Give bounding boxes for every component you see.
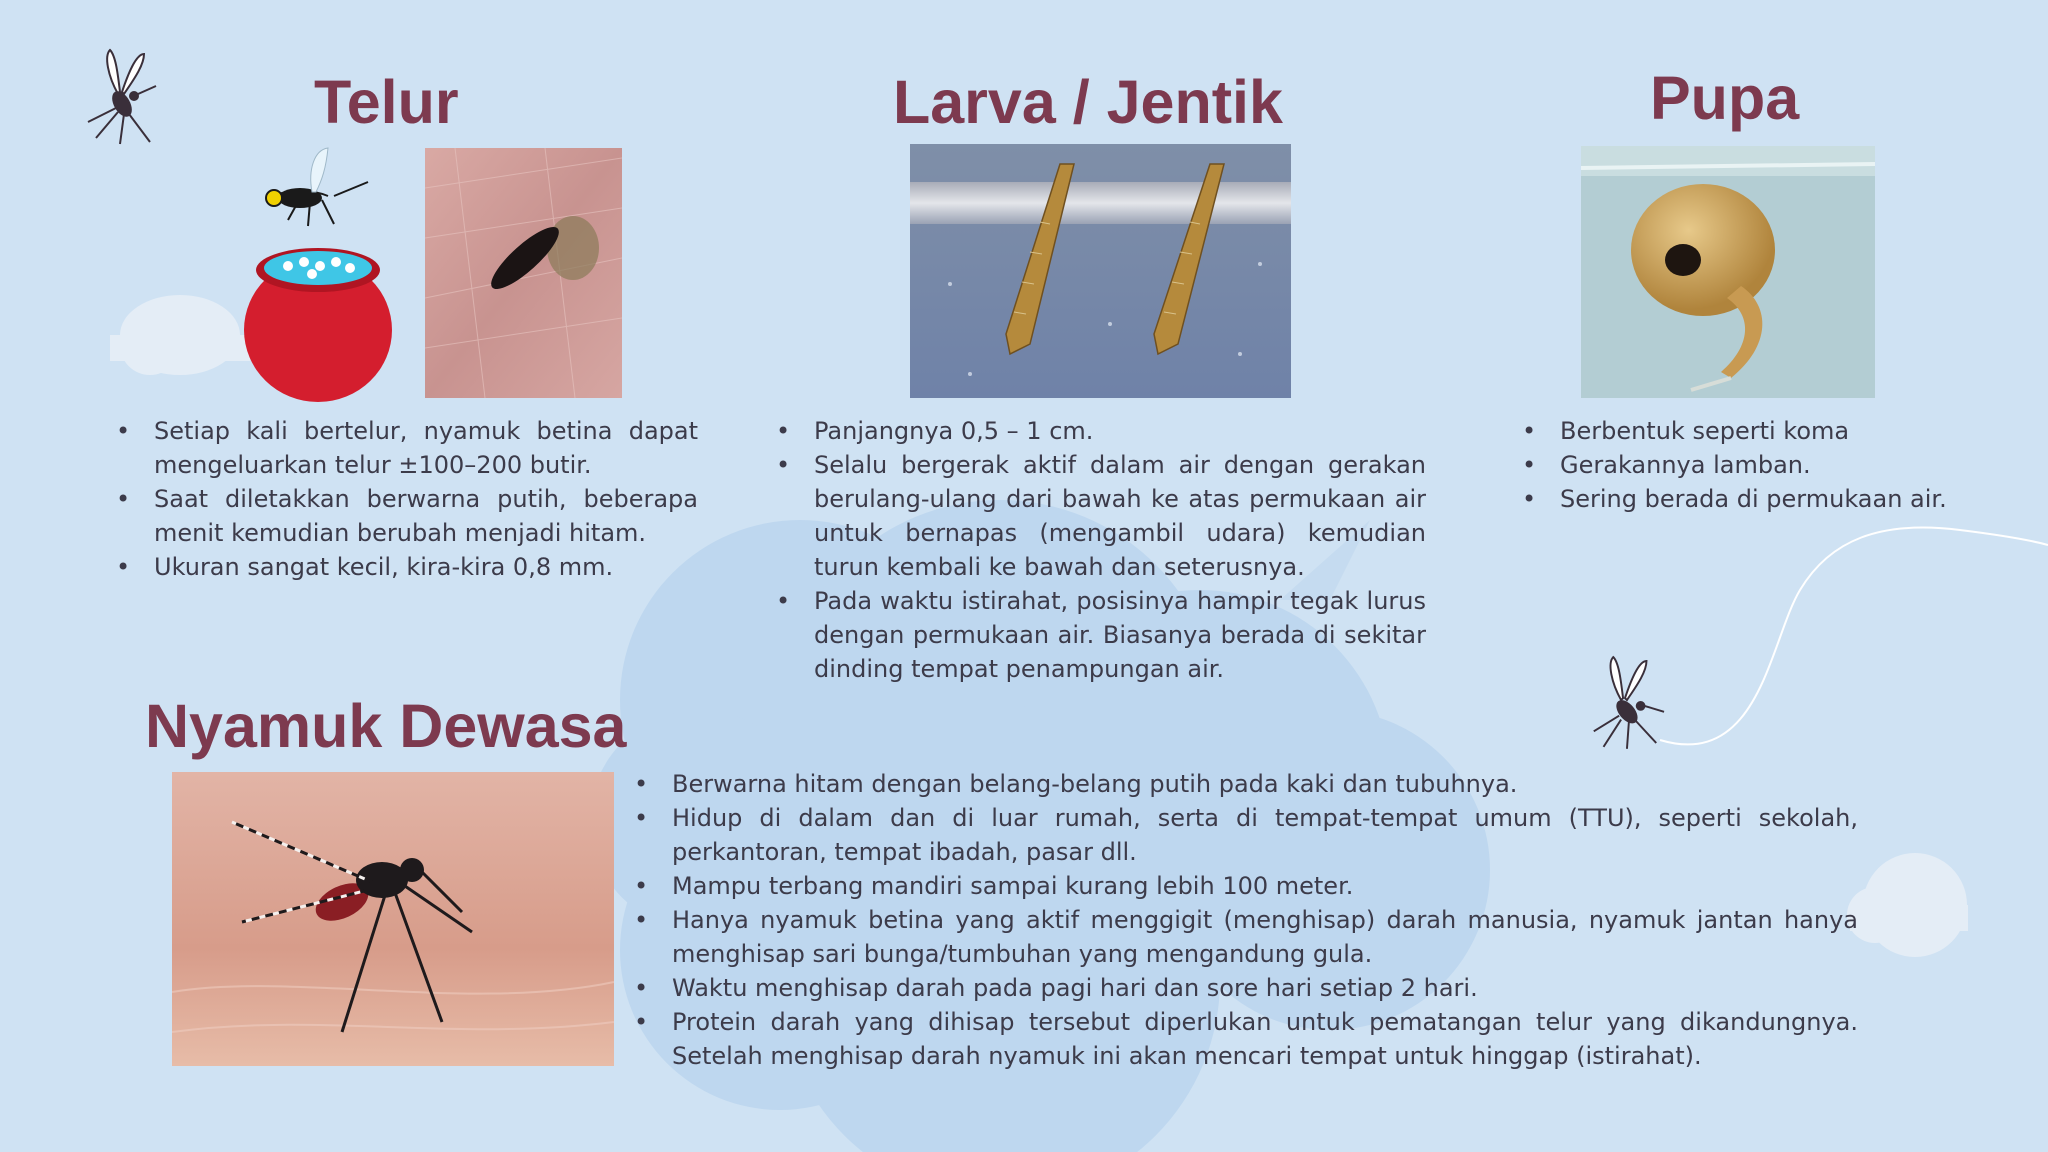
mosquito-icon (1584, 652, 1666, 752)
egg-pot-illustration (238, 140, 398, 402)
list-item: • Panjangnya 0,5 – 1 cm. (774, 414, 1426, 448)
list-item: • Berwarna hitam dengan belang-belang putih pada kaki dan tubuhnya. (632, 767, 1858, 801)
section-title-larva: Larva / Jentik (893, 68, 1283, 136)
list-item: • Mampu terbang mandiri sampai kurang lebih 100 meter. (632, 869, 1858, 903)
adult-mosquito-photo (172, 772, 614, 1066)
list-item: • Sering berada di permukaan air. (1520, 482, 1990, 516)
section-title-telur: Telur (314, 68, 459, 136)
larva-bullet-list (774, 414, 1426, 686)
section-title-pupa: Pupa (1650, 64, 1800, 132)
list-item: • Gerakannya lamban. (1520, 448, 1990, 482)
list-item: • Saat diletakkan berwarna putih, beberapa menit kemudian berubah menjadi hitam. (114, 482, 698, 550)
mosquito-icon (80, 46, 164, 146)
list-item: • Hidup di dalam dan di luar rumah, serta di tempat-tempat umum (TTU), seperti sekolah, perkantoran, tempat ibadah, pasar dll. (632, 801, 1858, 869)
list-item: • Protein darah yang dihisap tersebut diperlukan untuk pematangan telur yang dikandungnya. Setelah menghisap darah nyamuk ini akan mencari tempat untuk hinggap (istirahat). (632, 1005, 1858, 1073)
larva-photo (910, 144, 1291, 398)
pupa-bullet-list (1520, 414, 1990, 516)
pupa-photo (1581, 146, 1875, 398)
list-item: • Waktu menghisap darah pada pagi hari dan sore hari setiap 2 hari. (632, 971, 1858, 1005)
dewasa-bullet-list (632, 767, 1858, 1073)
list-item: • Berbentuk seperti koma (1520, 414, 1990, 448)
list-item: • Pada waktu istirahat, posisinya hampir tegak lurus dengan permukaan air. Biasanya berada di sekitar dinding tempat penampungan air. (774, 584, 1426, 686)
list-item: • Selalu bergerak aktif dalam air dengan gerakan berulang-ulang dari bawah ke atas permukaan air untuk bernapas (mengambil udara) kemudian turun kembali ke bawah dan seterusnya. (774, 448, 1426, 584)
egg-photo (425, 148, 622, 398)
telur-bullet-list (114, 414, 698, 584)
list-item: • Hanya nyamuk betina yang aktif menggigit (menghisap) darah manusia, nyamuk jantan hanya menghisap sari bunga/tumbuhan yang mengandung gula. (632, 903, 1858, 971)
section-title-dewasa: Nyamuk Dewasa (145, 692, 627, 760)
list-item: • Setiap kali bertelur, nyamuk betina dapat mengeluarkan telur ±100–200 butir. (114, 414, 698, 482)
list-item: • Ukuran sangat kecil, kira-kira 0,8 mm. (114, 550, 698, 584)
